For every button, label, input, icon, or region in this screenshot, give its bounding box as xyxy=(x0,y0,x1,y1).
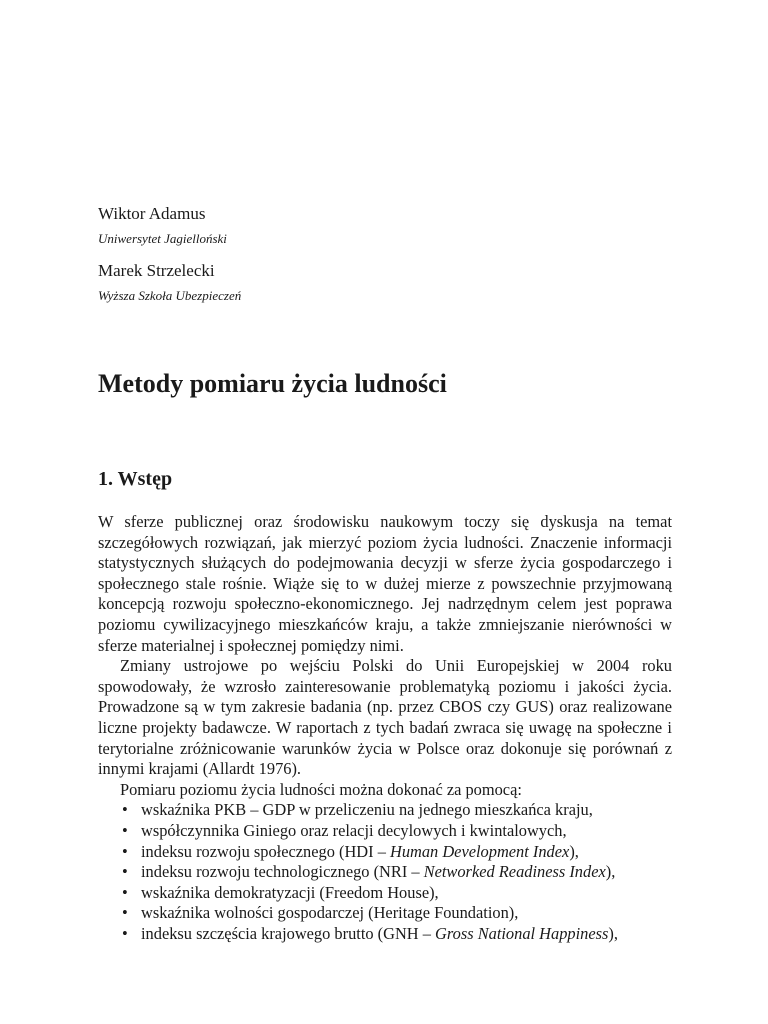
list-item-text: wskaźnika demokratyzacji (Freedom House), xyxy=(141,882,439,902)
list-item-text: indeksu rozwoju technologicznego (NRI – xyxy=(141,862,424,882)
list-item xyxy=(98,924,672,945)
bullet-icon: • xyxy=(122,903,128,923)
author-affiliation-2: Wyższa Szkoła Ubezpieczeń xyxy=(98,288,242,303)
author-name-2: Marek Strzelecki xyxy=(98,261,215,280)
list-item xyxy=(98,800,672,821)
list-item-text: współczynnika Giniego oraz relacji decylowych i kwintalowych, xyxy=(141,820,567,840)
bullet-icon: • xyxy=(122,800,128,820)
list-item-italic: Networked Readiness Index xyxy=(423,862,606,882)
list-item-suffix: ), xyxy=(605,862,616,882)
list-item-suffix: ), xyxy=(569,841,579,861)
section-heading: 1. Wstęp xyxy=(98,468,173,490)
list-item-text: wskaźnika wolności gospodarczej (Heritage Foundation), xyxy=(141,903,519,923)
list-item xyxy=(98,862,672,883)
bullet-icon: • xyxy=(122,820,128,840)
list-item-suffix: ), xyxy=(608,923,618,943)
list-item-text: indeksu rozwoju społecznego (HDI – xyxy=(141,841,390,861)
list-item-italic: Human Development Index xyxy=(389,841,570,861)
list-item-text: wskaźnika PKB – GDP w przeliczeniu na jednego mieszkańca kraju, xyxy=(141,800,593,820)
body-text xyxy=(98,512,672,944)
paragraph-1: W sferze publicznej oraz środowisku naukowym toczy się dyskusja na temat szczegółowych rozwiązań, jak mierzyć poziom życia ludności. Znaczenie informacji statystycznych służących do podejmowania decyzji w sferze życia gospodarczego i społecznego stale rośnie. Wiąże się to w dużej mierze z powszechnie przyjmowaną koncepcją rozwoju społeczno-ekonomicznego. Jej nadrzędnym celem jest poprawa poziomu cywilizacyjnego mieszkańców kraju, a także zmniejszanie nierówności w sferze materialnej i społecznej pomiędzy nimi. xyxy=(98,512,672,655)
list-item xyxy=(98,842,672,863)
author-affiliation-1: Uniwersytet Jagielloński xyxy=(98,231,227,246)
paragraph-2: Zmiany ustrojowe po wejściu Polski do Unii Europejskiej w 2004 roku spowodowały, że wzrosło zainteresowanie problematyką poziomu i jakości życia. Prowadzone są w tym zakresie badania (np. przez CBOS czy GUS) oraz realizowane liczne projekty badawcze. W raportach z tych badań zwraca się uwagę na społeczne i terytorialne zróżnicowanie warunków życia w Polsce oraz dokonuje się porównań z innymi krajami (Allardt 1976). xyxy=(98,656,672,779)
bullet-list xyxy=(98,800,672,944)
list-item-italic: Gross National Happiness xyxy=(435,923,609,943)
list-item xyxy=(98,903,672,924)
bullet-icon: • xyxy=(122,882,128,902)
bullet-icon: • xyxy=(122,862,128,882)
author-name-1: Wiktor Adamus xyxy=(98,204,206,223)
bullet-icon: • xyxy=(122,923,128,943)
bullet-icon: • xyxy=(122,841,128,861)
list-item-text: indeksu szczęścia krajowego brutto (GNH – xyxy=(141,923,436,943)
paper-title: Metody pomiaru życia ludności xyxy=(98,369,447,398)
list-item xyxy=(98,883,672,904)
list-item xyxy=(98,821,672,842)
paragraph-3: Pomiaru poziomu życia ludności można dokonać za pomocą: xyxy=(120,779,522,799)
